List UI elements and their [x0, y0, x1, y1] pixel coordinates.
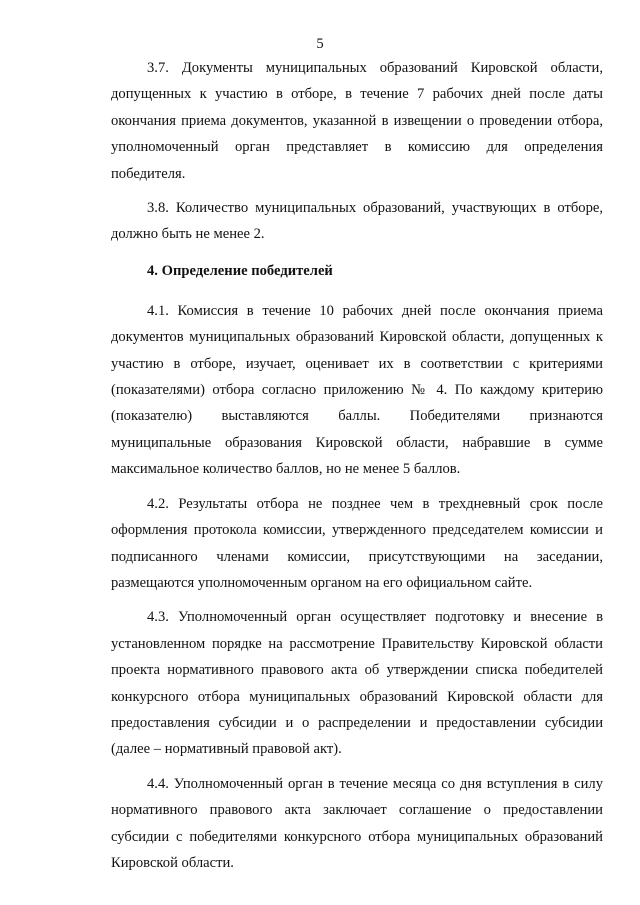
page-number: 5	[316, 36, 324, 52]
paragraph-4-3: 4.3. Уполномоченный орган осуществляет подготовку и внесение в установленном порядке на рассмотрение Правительству Кировской области проекта нормативного правового акта об утверждении списка победителей конкурсного отбора муниципальных образований Кировской области для предоставления субсидии и о распределении и предоставлении субсидии (далее – нормативный правовой акт).	[111, 609, 603, 758]
paragraph-3-7: 3.7. Документы муниципальных образований Кировской области, допущенных к участию в отборе, в течение 7 рабочих дней после даты окончания приема документов, указанной в извещении о проведении отбора, уполномоченный орган представляет в комиссию для определения победителя.	[111, 60, 603, 182]
paragraph-3-8: 3.8. Количество муниципальных образований, участвующих в отборе, должно быть не менее 2.	[111, 200, 603, 243]
paragraph-4-1: 4.1. Комиссия в течение 10 рабочих дней после окончания приема документов муниципальных образований Кировской области, допущенных к участию в отборе, изучает, оценивает их в соответствии с критериями (показателями) отбора согласно приложению № 4. По каждому критерию (показателю) выставляются баллы. Победителями признаются муниципальные образования Кировской области, набравшие в сумме максимальное количество баллов, но не менее 5 баллов.	[111, 302, 603, 478]
paragraph-4-4: 4.4. Уполномоченный орган в течение месяца со дня вступления в силу нормативного правового акта заключает соглашение о предоставлении субсидии с победителями конкурсного отбора муниципальных образований Кировской области.	[111, 775, 603, 871]
paragraph-4-2: 4.2. Результаты отбора не позднее чем в трехдневный срок после оформления протокола комиссии, утвержденного председателем комиссии и подписанного членами комиссии, присутствующими на заседании, размещаются уполномоченным органом на его официальном сайте.	[111, 495, 603, 591]
document-body	[111, 55, 603, 884]
section-heading-4: 4. Определение победителей	[147, 262, 333, 279]
